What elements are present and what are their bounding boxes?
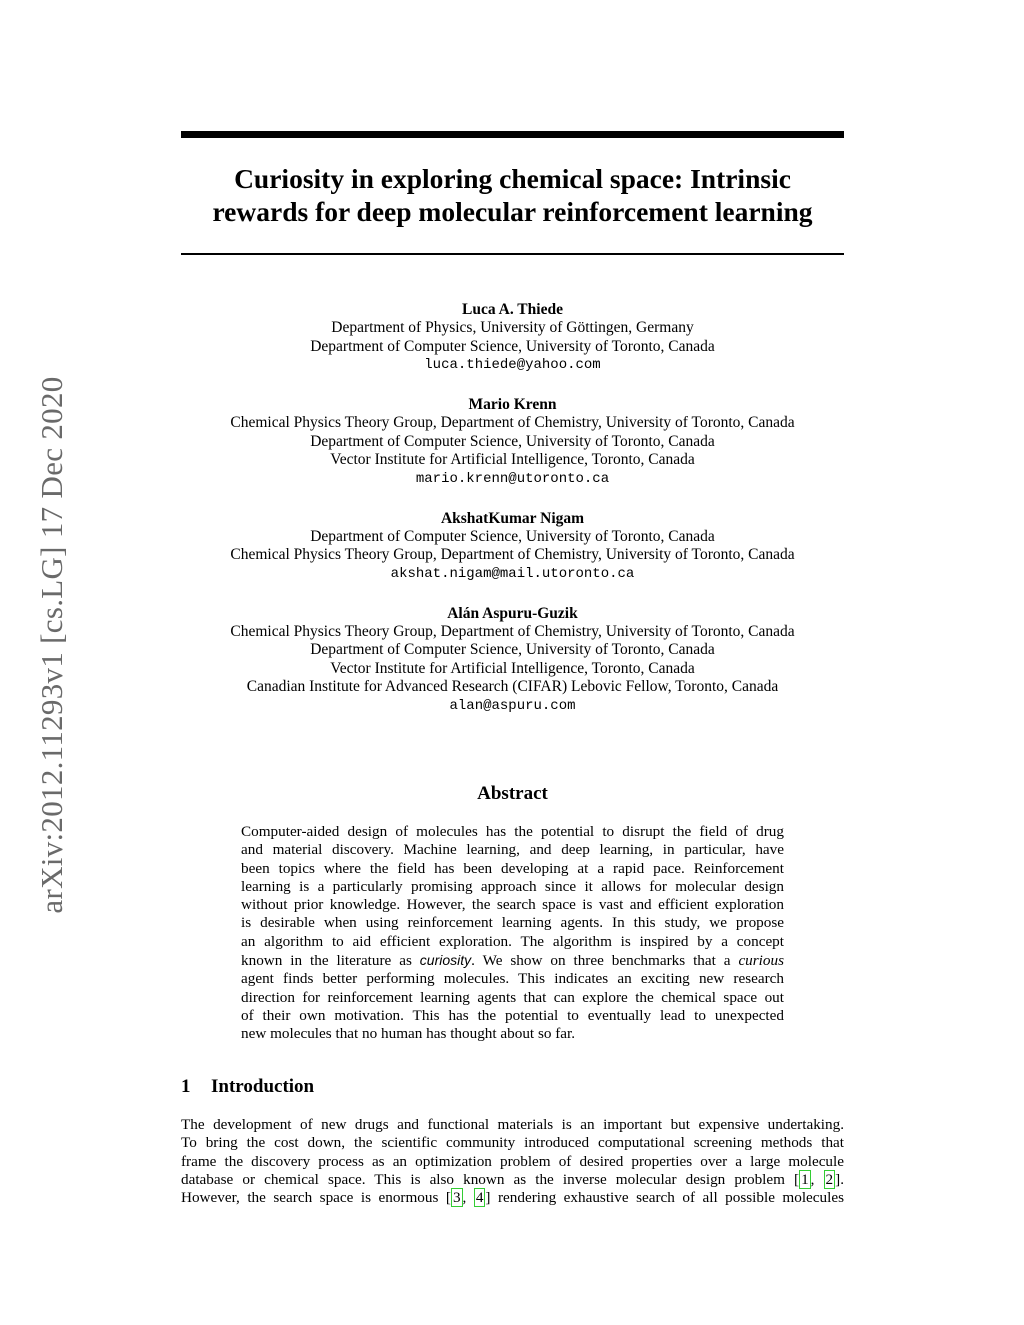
author-affiliation: Department of Computer Science, University of Toronto, Canada <box>310 527 715 545</box>
intro-text: , <box>810 1170 824 1188</box>
author-email[interactable]: akshat.nigam@mail.utoronto.ca <box>390 565 635 582</box>
abstract-heading: Abstract <box>477 783 548 804</box>
citation-link[interactable]: 1 <box>801 1170 809 1188</box>
abstract-line: an algorithm to aid efficient exploration. The algorithm is inspired by a concept <box>241 932 784 950</box>
author-entry <box>181 604 844 716</box>
abstract-text: known in the literature as <box>241 952 420 970</box>
author-entry <box>181 395 844 489</box>
author-affiliation: Department of Computer Science, University of Toronto, Canada <box>310 641 715 658</box>
abstract-line: direction for reinforcement learning agents that can explore the chemical space out <box>241 988 784 1006</box>
abstract-line: agent finds better performing molecules. This indicates an exciting new research <box>241 970 784 988</box>
intro-text: ]. <box>835 1170 844 1188</box>
abstract-line: and material discovery. Machine learning, and deep learning, in particular, have <box>241 841 784 859</box>
author-affiliation: Department of Physics, University of Göttingen, Germany <box>331 319 694 336</box>
author-email[interactable]: mario.krenn@utoronto.ca <box>415 470 610 487</box>
arxiv-identifier-stamp: arXiv:2012.11293v1 [cs.LG] 17 Dec 2020 <box>34 376 69 914</box>
author-email[interactable]: luca.thiede@yahoo.com <box>424 357 601 373</box>
title-line: Curiosity in exploring chemical space: Intrinsic <box>234 163 791 194</box>
abstract-line: of their own motivation. This has the potential to eventually lead to unexpected <box>241 1006 784 1024</box>
intro-line <box>181 1171 844 1189</box>
author-affiliation: Vector Institute for Artificial Intelligence, Toronto, Canada <box>330 451 695 468</box>
abstract-body <box>241 823 784 1044</box>
section-number: 1 <box>181 1076 191 1097</box>
title-bottom-rule <box>181 253 844 255</box>
intro-line <box>181 1189 844 1207</box>
citation-link[interactable]: 3 <box>452 1189 461 1207</box>
author-affiliation: Canadian Institute for Advanced Research (CIFAR) Lebovic Fellow, Toronto, Canada <box>246 678 779 695</box>
abstract-line: learning is a particularly promising approach since it allows for molecular design <box>241 877 784 895</box>
author-email[interactable]: alan@aspuru.com <box>449 697 576 714</box>
abstract-line: is desirable when using reinforcement learning agents. In this study, we propose <box>241 914 784 932</box>
intro-line: frame the discovery process as an optimization problem of desired properties over a large molecule <box>181 1152 844 1170</box>
section-title: Introduction <box>211 1076 315 1097</box>
abstract-line: new molecules that no human has thought about so far. <box>241 1025 576 1043</box>
author-entry <box>181 300 844 375</box>
author-affiliation: Chemical Physics Theory Group, Department of Chemistry, University of Toronto, Canada <box>230 622 795 640</box>
section-heading-introduction <box>181 1076 314 1098</box>
intro-line: The development of new drugs and functional materials is an important but expensive undertaking. <box>181 1116 844 1133</box>
author-name: Mario Krenn <box>468 396 557 413</box>
author-affiliation: Department of Computer Science, University of Toronto, Canada <box>310 337 715 355</box>
author-affiliation: Chemical Physics Theory Group, Department of Chemistry, University of Toronto, Canada <box>230 414 795 431</box>
paper-title <box>181 162 844 228</box>
author-name: Alán Aspuru-Guzik <box>447 604 578 622</box>
author-name: AkshatKumar Nigam <box>440 509 585 527</box>
author-entry <box>181 509 844 584</box>
author-affiliation: Chemical Physics Theory Group, Department of Chemistry, University of Toronto, Canada <box>230 546 795 563</box>
abstract-emphasis: curious <box>738 952 784 970</box>
author-block <box>181 300 844 736</box>
intro-text: ] rendering exhaustive search of all possible molecules <box>485 1189 845 1207</box>
author-name: Luca A. Thiede <box>462 301 563 318</box>
introduction-body <box>181 1116 844 1207</box>
citation-link[interactable]: 4 <box>475 1189 484 1207</box>
author-affiliation: Department of Computer Science, University of Toronto, Canada <box>310 432 715 450</box>
title-top-rule <box>181 131 844 138</box>
intro-text: database or chemical space. This is also known as the inverse molecular design problem [ <box>181 1170 800 1188</box>
intro-line: To bring the cost down, the scientific community introduced computational screening methods that <box>181 1134 844 1152</box>
abstract-line: without prior knowledge. However, the search space is vast and efficient exploration <box>241 896 784 914</box>
author-affiliation: Vector Institute for Artificial Intelligence, Toronto, Canada <box>330 659 695 677</box>
abstract-line: Computer-aided design of molecules has the potential to disrupt the field of drug <box>241 823 784 840</box>
abstract-line: been topics where the field has been developing at a rapid pace. Reinforcement <box>241 859 784 877</box>
title-line: rewards for deep molecular reinforcement learning <box>212 196 813 227</box>
intro-text: However, the search space is enormous [ <box>181 1189 451 1207</box>
abstract-line <box>241 951 784 970</box>
intro-text: , <box>462 1189 474 1207</box>
abstract-text: . We show on three benchmarks that a <box>471 952 739 970</box>
citation-link[interactable]: 2 <box>825 1170 834 1188</box>
abstract-emphasis: curiosity <box>419 952 472 969</box>
